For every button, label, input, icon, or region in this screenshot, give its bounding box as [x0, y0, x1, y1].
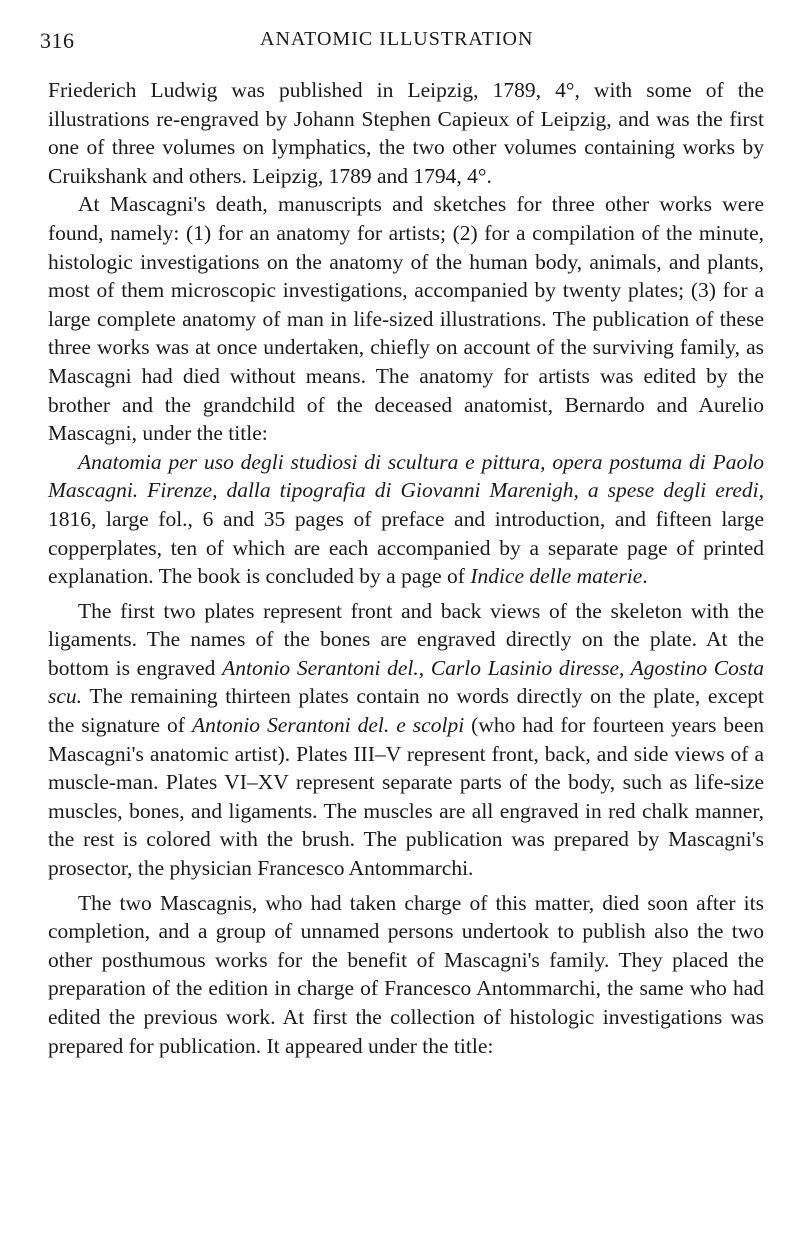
italic-book-title: Anatomia per uso degli studiosi di scultura e pittura, opera postuma di Paolo Mascagni. Firenze, dalla tipografia di Giovanni Marenigh, a spese degli eredi,	[48, 449, 764, 503]
paragraph-4-text-2: The remaining thirteen plates contain no words directly on the plate, except the signature of	[48, 684, 764, 738]
paragraph-1: Friederich Ludwig was published in Leipzig, 1789, 4°, with some of the illustrations re-engraved by Johann Stephen Capieux of Leipzig, and was the first one of three volumes on lymphatics, the two other volumes containing works by Cruikshank and others. Leipzig, 1789 and 1794, 4°.	[48, 78, 764, 188]
page-header	[40, 24, 760, 60]
paragraph-4-text-3: (who had for fourteen years been Mascagni's anatomic artist). Plates III–V represent front, back, and side views of a muscle-man. Plates VI–XV represent separate parts of the body, such as life-size muscles, bones, and ligaments. The muscles are all engraved in red chalk manner, the rest is colored with the brush. The publication was prepared by Mascagni's prosector, the physician Francesco Antommarchi.	[48, 713, 764, 881]
italic-engraver-credit: Antonio Serantoni del., Carlo Lasinio diresse, Agostino Costa scu.	[48, 655, 764, 709]
italic-signature: Antonio Serantoni del. e scolpi	[191, 713, 465, 738]
paragraph-3-text-2: .	[642, 564, 648, 589]
paragraph-5: The two Mascagnis, who had taken charge of this matter, died soon after its completion, and a group of unnamed persons undertook to publish also the two other posthumous works for the benefit of Mascagni's family. They placed the preparation of the edition in charge of Francesco Antommarchi, the same who had edited the previous work. At first the collection of histologic investigations was prepared for publication. It appeared under the title:	[48, 890, 764, 1058]
paragraph-3	[48, 448, 764, 591]
paragraph-2: At Mascagni's death, manuscripts and sketches for three other works were found, namely: (1) for an anatomy for artists; (2) for a compilation of the minute, histologic investigations on the anatomy of the human body, animals, and plants, most of them microscopic investigations, accompanied by twenty plates; (3) for a large complete anatomy of man in life-sized illustrations. The publication of these three works was at once undertaken, chiefly on account of the surviving family, as Mascagni had died without means. The anatomy for artists was edited by the brother and the grandchild of the deceased anatomist, Bernardo and Aurelio Mascagni, under the title:	[48, 192, 764, 446]
page-number: 316	[40, 28, 75, 53]
paragraph-3-text-1: 1816, large fol., 6 and 35 pages of preface and introduction, and fifteen large copperplates, ten of which are each accompanied by a separate page of printed explanation. The book is concluded by a page of	[48, 506, 764, 589]
italic-index-title: Indice delle materie	[470, 564, 643, 589]
paragraph-4-text-1: The first two plates represent front and back views of the skeleton with the ligaments. The names of the bones are engraved directly on the plate. At the bottom is engraved	[48, 598, 764, 680]
body-text	[48, 76, 764, 1060]
paragraph-4	[48, 597, 764, 883]
running-head: ANATOMIC ILLUSTRATION	[260, 28, 534, 50]
